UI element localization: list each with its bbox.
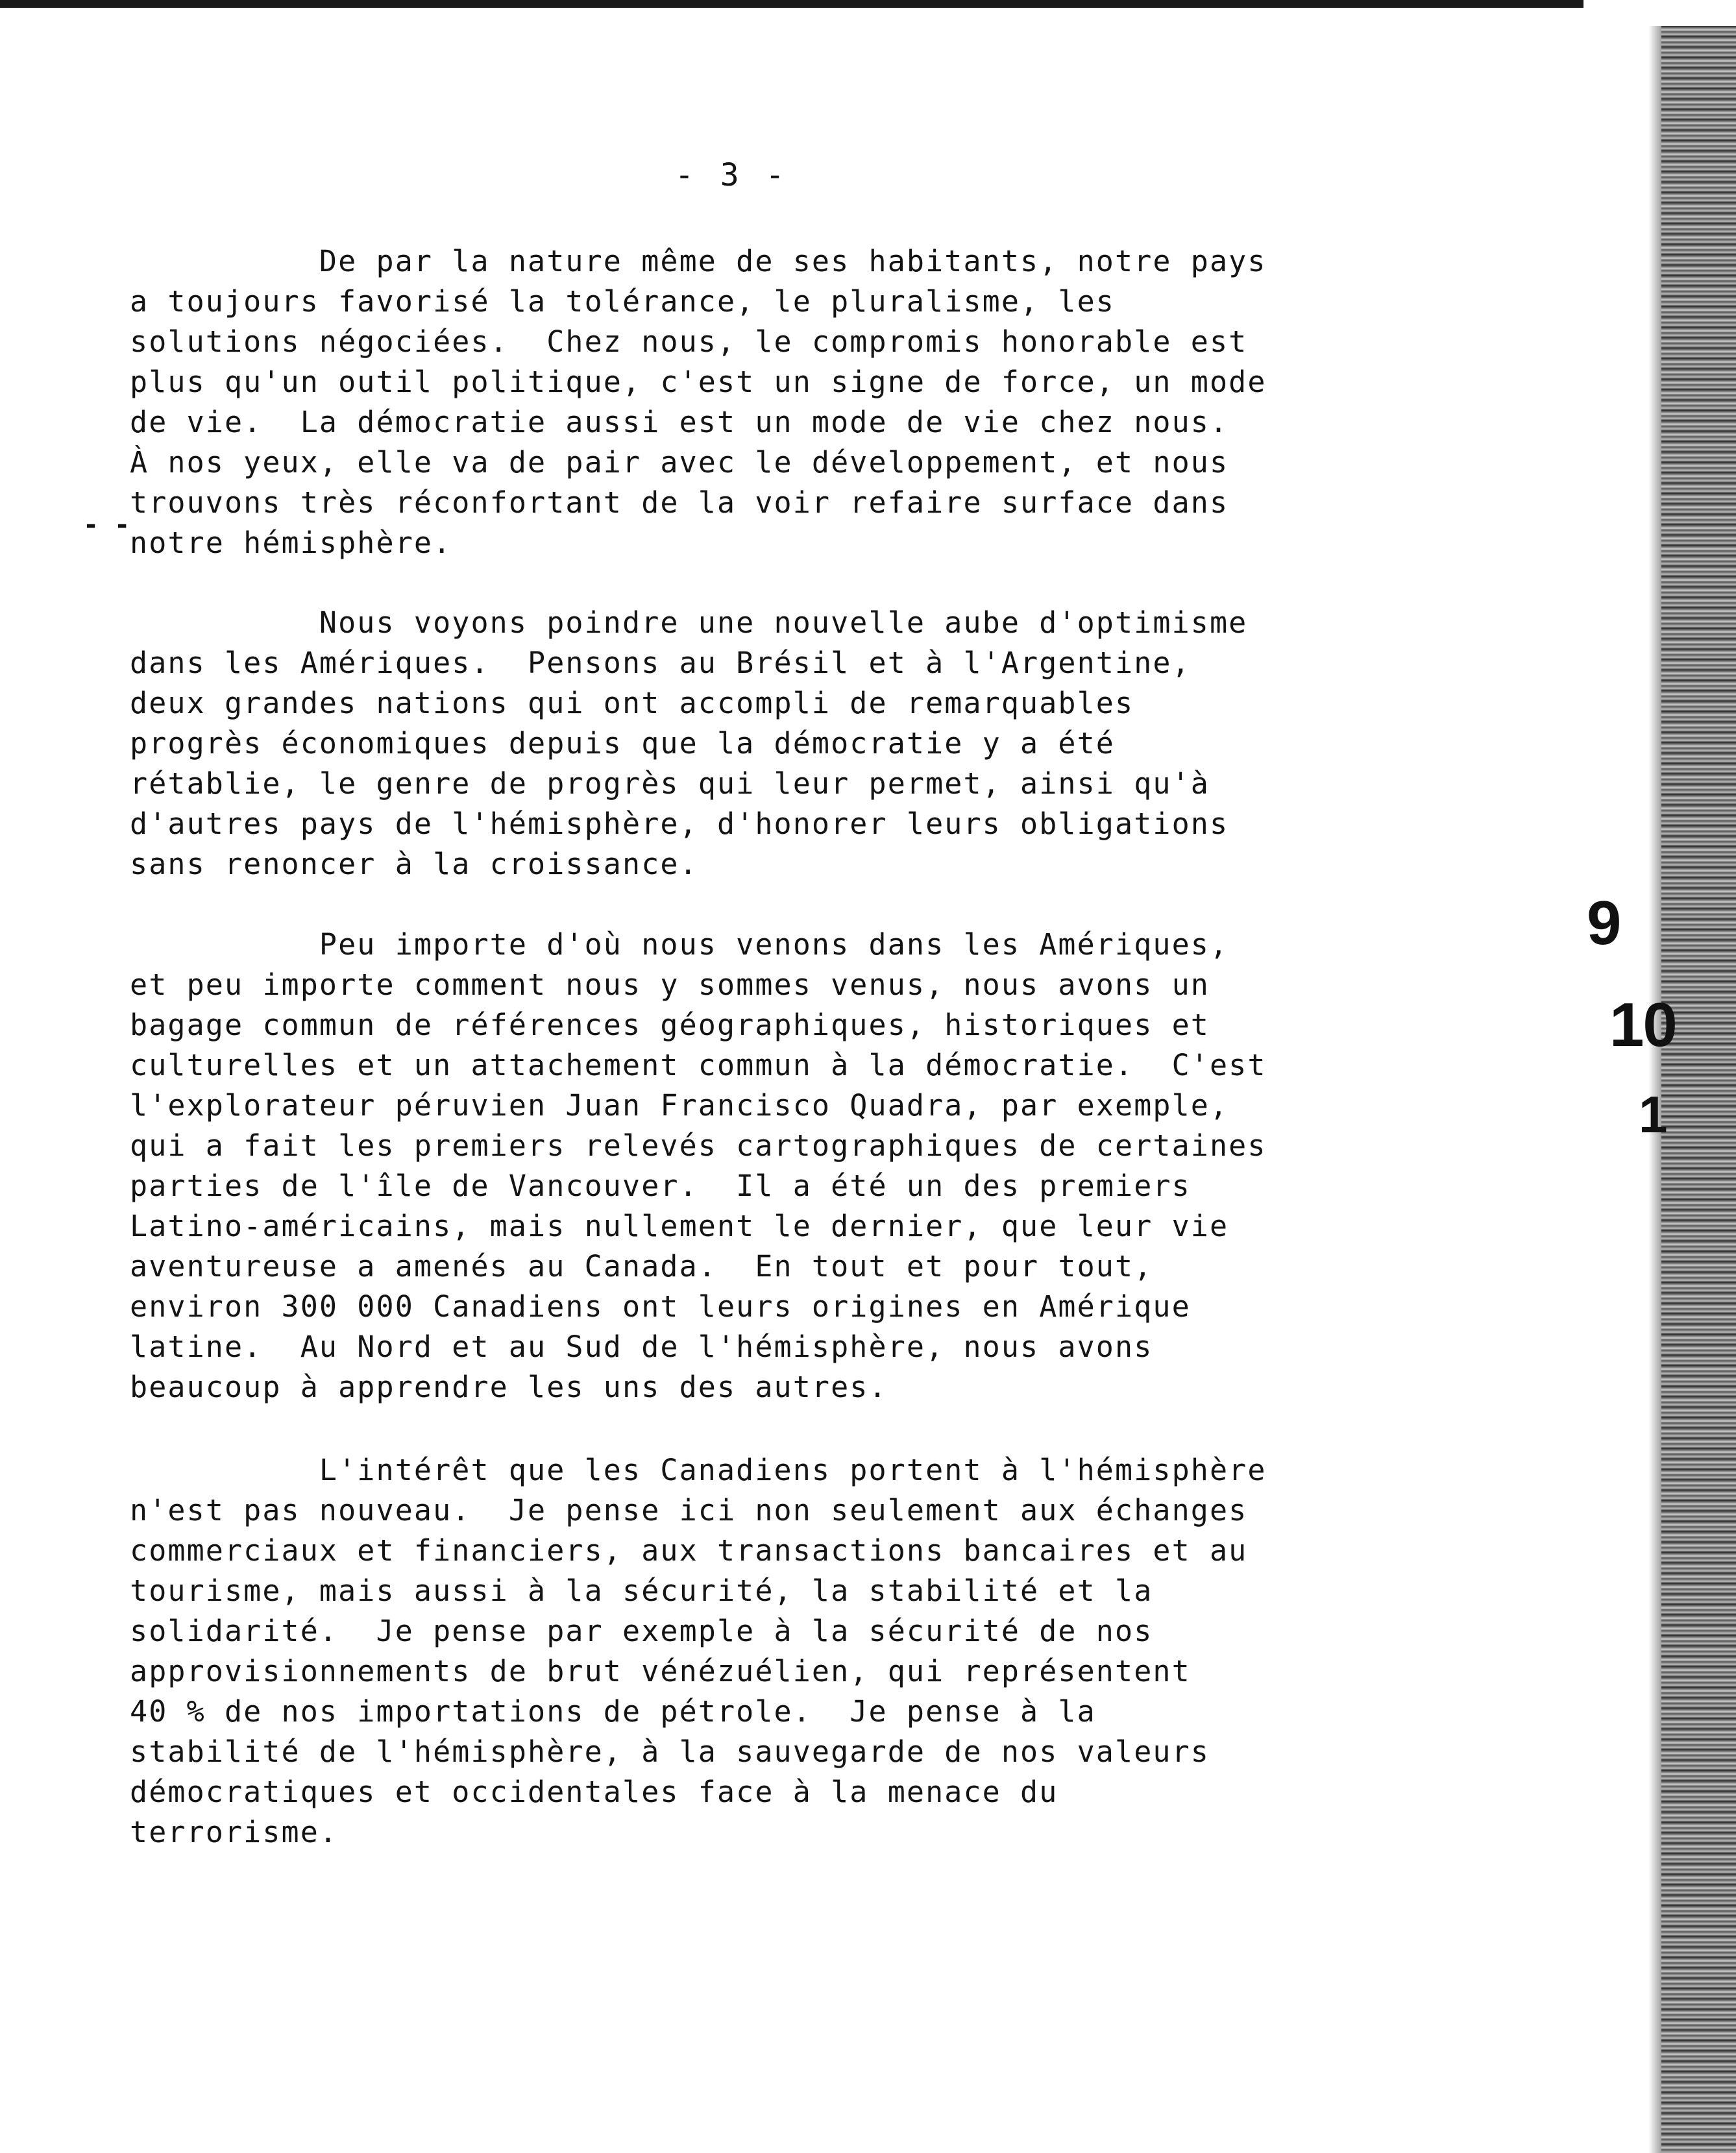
paragraph-line: l'explorateur péruvien Juan Francisco Quadra, par exemple, [130,1088,1229,1123]
paragraph-line: De par la nature même de ses habitants, notre pays [130,244,1267,278]
scan-top-edge [0,0,1583,8]
binder-tab-label: 10 [1609,990,1676,1060]
paragraph-4 [130,1450,1330,1853]
paragraph-line: À nos yeux, elle va de pair avec le développement, et nous [130,445,1229,480]
paragraph-line: culturelles et un attachement commun à la démocratie. C'est [130,1048,1267,1082]
paragraph-line: démocratiques et occidentales face à la menace du [130,1775,1058,1809]
paragraph-line: a toujours favorisé la tolérance, le pluralisme, les [130,284,1115,319]
paragraph-line: qui a fait les premiers relevés cartographiques de certaines [130,1128,1267,1163]
paragraph-line: et peu importe comment nous y sommes venus, nous avons un [130,967,1210,1002]
binder-tab-label: 9 [1587,888,1620,958]
paragraph-line: sans renoncer à la croissance. [130,847,698,881]
paragraph-line: progrès économiques depuis que la démocratie y a été [130,726,1115,760]
paragraph-line: trouvons très réconfortant de la voir refaire surface dans [130,485,1229,520]
paragraph-line: tourisme, mais aussi à la sécurité, la stabilité et la [130,1574,1153,1608]
paragraph-line: bagage commun de références géographiques, historiques et [130,1008,1210,1042]
binder-edge [1661,26,1736,2153]
paragraph-1 [130,241,1330,563]
paragraph-line: terrorisme. [130,1815,339,1849]
paragraph-line: parties de l'île de Vancouver. Il a été un des premiers [130,1169,1191,1203]
paragraph-line: dans les Amériques. Pensons au Brésil et à l'Argentine, [130,646,1191,680]
paragraph-line: solutions négociées. Chez nous, le compromis honorable est [130,324,1248,359]
paragraph-2 [130,603,1330,884]
paragraph-line: solidarité. Je pense par exemple à la sécurité de nos [130,1614,1153,1648]
paragraph-line: environ 300 000 Canadiens ont leurs origines en Amérique [130,1289,1191,1324]
paragraph-line: rétablie, le genre de progrès qui leur permet, ainsi qu'à [130,766,1210,801]
paragraph-line: L'intérêt que les Canadiens portent à l'hémisphère [130,1453,1267,1487]
binder-tab-label: 1 [1639,1086,1667,1143]
paragraph-line: latine. Au Nord et au Sud de l'hémisphère, nous avons [130,1330,1153,1364]
paragraph-line: 40 % de nos importations de pétrole. Je pense à la [130,1694,1096,1729]
paragraph-line: commerciaux et financiers, aux transactions bancaires et au [130,1533,1248,1568]
paragraph-line: Peu importe d'où nous venons dans les Amériques, [130,927,1229,962]
paragraph-line: aventureuse a amenés au Canada. En tout et pour tout, [130,1249,1153,1283]
paragraph-3 [130,925,1330,1407]
page-number: - 3 - [675,157,789,193]
paragraph-line: deux grandes nations qui ont accompli de remarquables [130,686,1134,720]
paragraph-line: beaucoup à apprendre les uns des autres. [130,1370,888,1404]
paragraph-line: stabilité de l'hémisphère, à la sauvegarde de nos valeurs [130,1734,1210,1769]
paragraph-line: notre hémisphère. [130,526,452,560]
margin-mark: - - [83,510,130,540]
paragraph-line: Latino-américains, mais nullement le dernier, que leur vie [130,1209,1229,1243]
paragraph-line: approvisionnements de brut vénézuélien, qui représentent [130,1654,1191,1688]
paragraph-line: Nous voyons poindre une nouvelle aube d'optimisme [130,605,1248,640]
paragraph-line: plus qu'un outil politique, c'est un signe de force, un mode [130,365,1267,399]
paragraph-line: n'est pas nouveau. Je pense ici non seulement aux échanges [130,1493,1248,1527]
paragraph-line: de vie. La démocratie aussi est un mode de vie chez nous. [130,405,1229,439]
paragraph-line: d'autres pays de l'hémisphère, d'honorer leurs obligations [130,807,1229,841]
